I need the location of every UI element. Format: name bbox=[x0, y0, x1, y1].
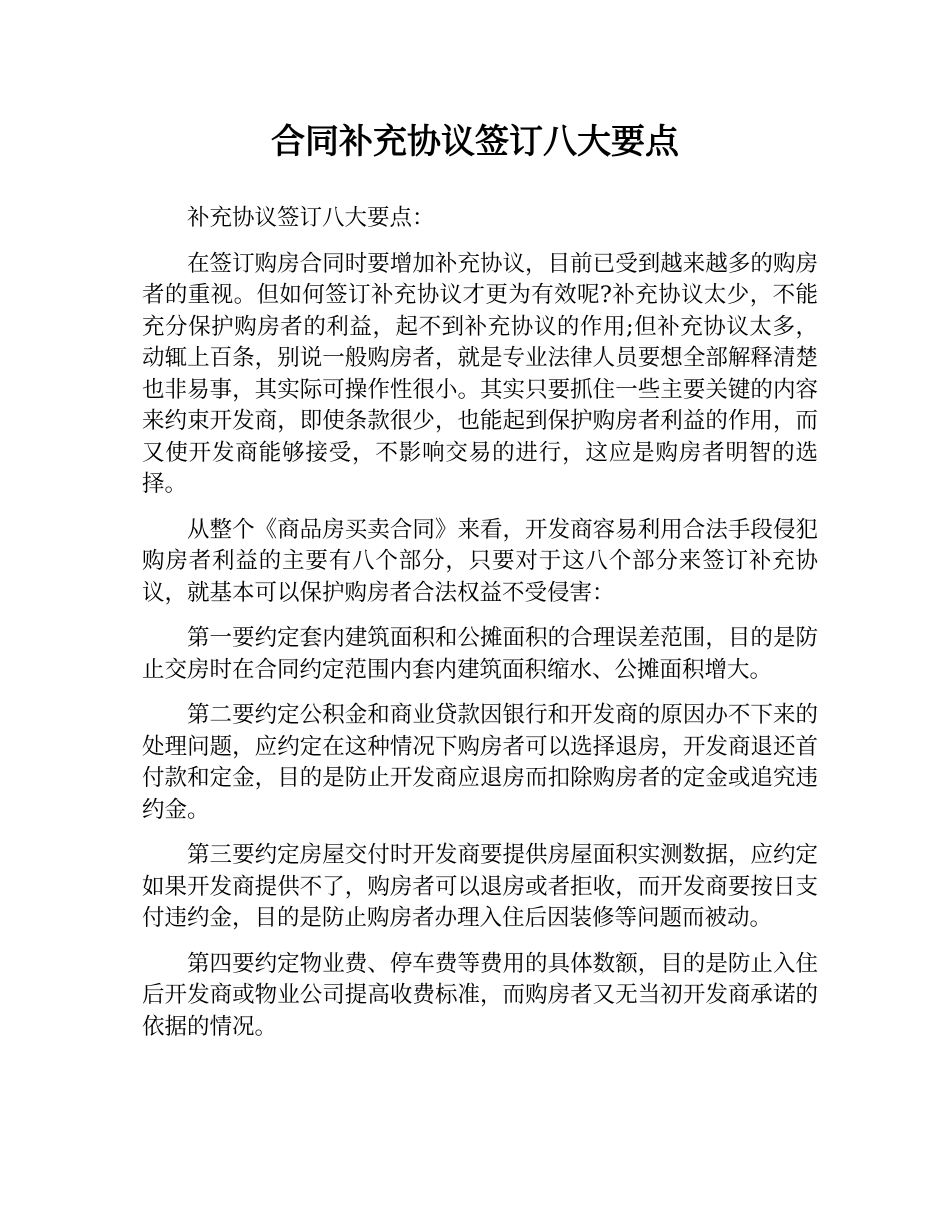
document-body bbox=[142, 203, 818, 1057]
paragraph-point-2: 第二要约定公积金和商业贷款因银行和开发商的原因办不下来的处理问题，应约定在这种情况下购房者可以选择退房，开发商退还首付款和定金，目的是防止开发商应退房而扣除购房者的定金或追究违约金。 bbox=[142, 702, 818, 823]
paragraph-point-4: 第四要约定物业费、停车费等费用的具体数额，目的是防止入住后开发商或物业公司提高收费标准，而购房者又无当初开发商承诺的依据的情况。 bbox=[142, 950, 818, 1040]
paragraph-intro-heading: 补充协议签订八大要点： bbox=[187, 205, 435, 231]
paragraph-point-1: 第一要约定套内建筑面积和公摊面积的合理误差范围，目的是防止交房时在合同约定范围内套内建筑面积缩水、公摊面积增大。 bbox=[142, 625, 818, 683]
paragraph-overview: 从整个《商品房买卖合同》来看，开发商容易利用合法手段侵犯购房者利益的主要有八个部分，只要对于这八个部分来签订补充协议，就基本可以保护购房者合法权益不受侵害： bbox=[142, 516, 818, 606]
paragraph-background: 在签订购房合同时要增加补充协议，目前已受到越来越多的购房者的重视。但如何签订补充协议才更为有效呢?补充协议太少，不能充分保护购房者的利益，起不到补充协议的作用;但补充协议太多，动辄上百条，别说一般购房者，就是专业法律人员要想全部解释清楚也非易事，其实际可操作性很小。其实只要抓住一些主要关键的内容来约束开发商，即使条款很少，也能起到保护购房者利益的作用，而又使开发商能够接受，不影响交易的进行，这应是购房者明智的选择。 bbox=[142, 250, 818, 497]
document-title: 合同补充协议签订八大要点 bbox=[271, 122, 679, 162]
paragraph-point-3: 第三要约定房屋交付时开发商要提供房屋面积实测数据，应约定如果开发商提供不了，购房者可以退房或者拒收，而开发商要按日支付违约金，目的是防止购房者办理入住后因装修等问题而被动。 bbox=[142, 842, 818, 931]
